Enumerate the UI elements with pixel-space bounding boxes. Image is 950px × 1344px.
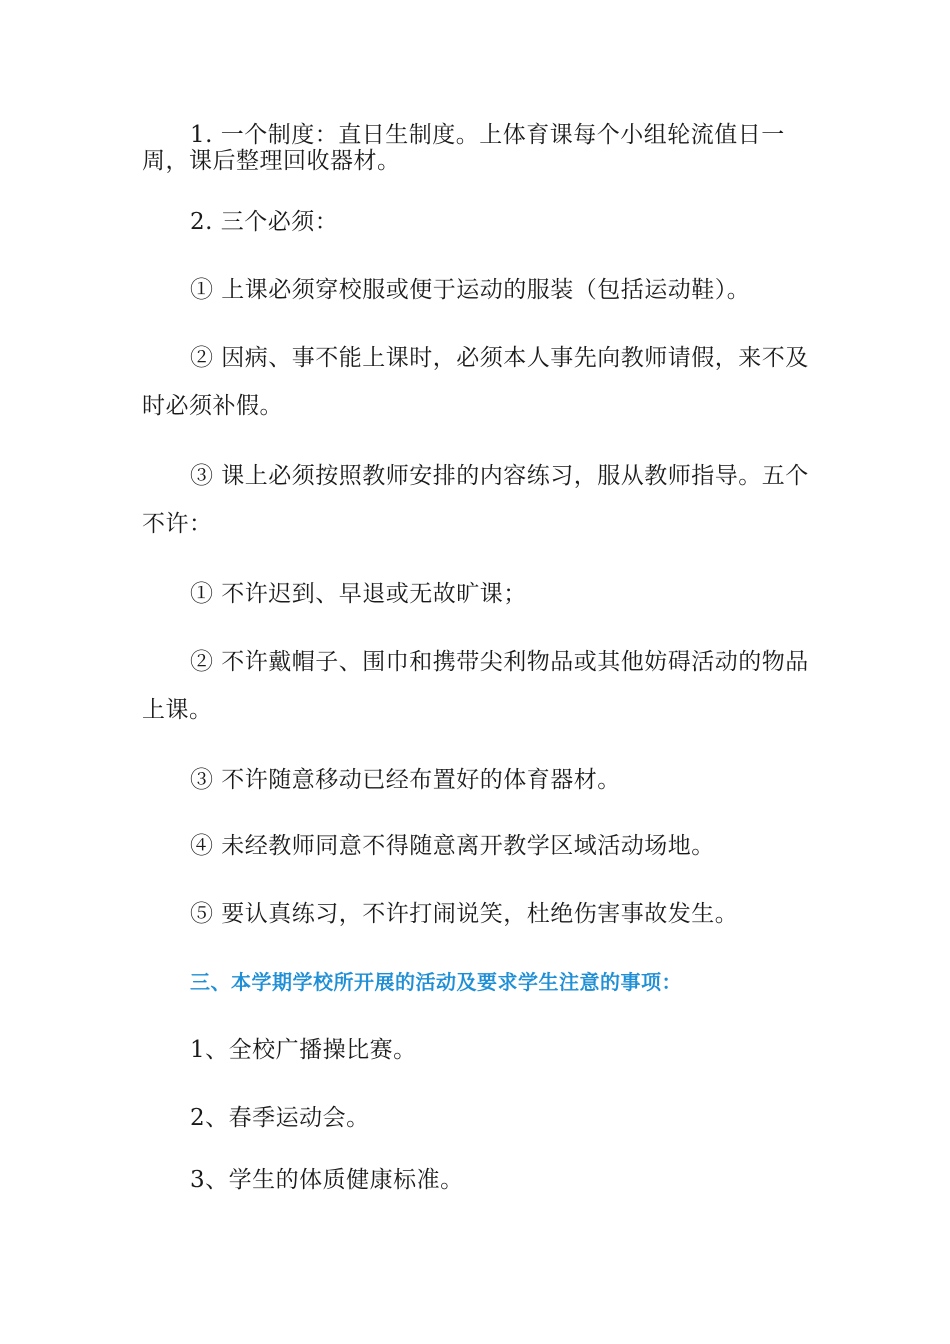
paragraph-three-musts-title: 2. 三个必须： [190, 209, 339, 235]
paragraph-must-3: ③ 课上必须按照教师安排的内容练习，服从教师指导。五个不许： [142, 463, 809, 537]
paragraph-forbid-5: ⑤ 要认真练习，不许打闹说笑，杜绝伤害事故发生。 [190, 901, 739, 927]
section-heading: 三、本学期学校所开展的活动及要求学生注意的事项： [190, 970, 682, 994]
paragraph-forbid-1: ① 不许迟到、早退或无故旷课； [190, 581, 527, 607]
paragraph-forbid-4: ④ 未经教师同意不得随意离开教学区域活动场地。 [190, 833, 715, 859]
paragraph-duty-system: 1. 一个制度：直日生制度。上体育课每个小组轮流值日一周，课后整理回收器材。 [142, 122, 785, 174]
paragraph-forbid-3: ③ 不许随意移动已经布置好的体育器材。 [190, 767, 621, 793]
activity-item-2: 2、春季运动会。 [190, 1105, 370, 1131]
activity-item-3: 3、学生的体质健康标准。 [190, 1167, 464, 1193]
paragraph-forbid-2: ② 不许戴帽子、围巾和携带尖利物品或其他妨碍活动的物品上课。 [142, 649, 809, 723]
activity-item-1: 1、全校广播操比赛。 [190, 1037, 417, 1063]
paragraph-must-2: ② 因病、事不能上课时，必须本人事先向教师请假，来不及时必须补假。 [142, 345, 809, 419]
paragraph-must-1: ① 上课必须穿校服或便于运动的服装（包括运动鞋）。 [190, 277, 751, 303]
